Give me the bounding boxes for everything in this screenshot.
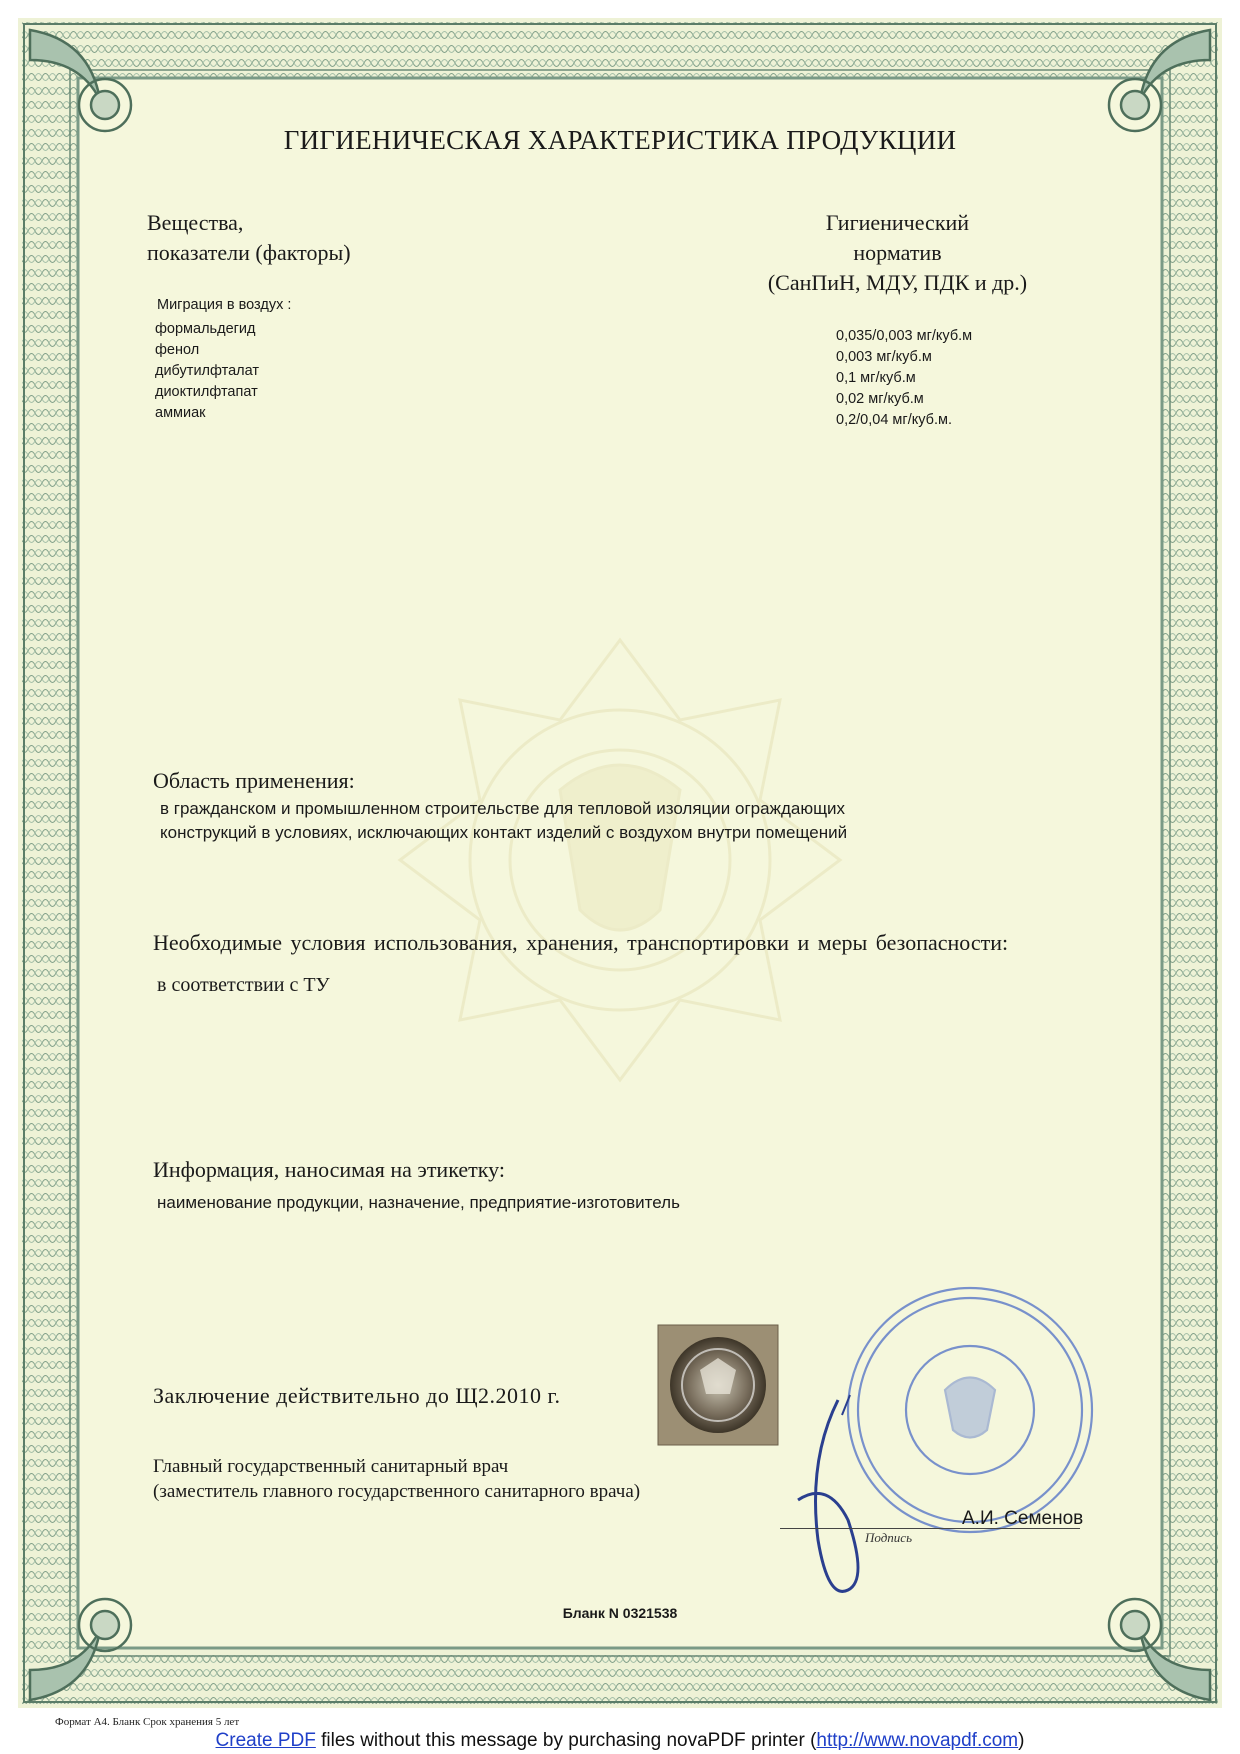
substance-norm: 0,02 мг/куб.м (836, 391, 924, 407)
signatory-name: А.И. Семенов (962, 1508, 1084, 1529)
novapdf-footer (0, 1730, 1240, 1752)
substance-norm: 0,003 мг/куб.м (836, 349, 932, 365)
migration-label: Миграция в воздух : (157, 297, 292, 313)
substance-norm: 0,1 мг/куб.м (836, 370, 916, 386)
blank-number: Бланк N 0321538 (562, 1605, 678, 1621)
scope-line-1: в гражданском и промышленном строительстве для тепловой изоляции ограждающих (160, 799, 846, 818)
substance-name: аммиак (155, 405, 206, 421)
left-header-line-1: Вещества, (147, 210, 244, 235)
substances-column-header (147, 208, 351, 268)
format-note: Формат А4. Бланк Срок хранения 5 лет (55, 1716, 240, 1728)
scope-line-2: конструкций в условиях, исключающих контакт изделий с воздухом внутри помещений (160, 823, 848, 842)
substance-name: диоктилфтапат (155, 384, 258, 400)
scope-text (160, 797, 847, 845)
validity-statement: Заключение действительно до Щ2.2010 г. (153, 1383, 561, 1408)
label-info-heading: Информация, наносимая на этикетку: (153, 1157, 505, 1182)
substance-name: фенол (155, 342, 200, 358)
right-header-line-3: (СанПиН, МДУ, ПДК и др.) (767, 270, 1028, 295)
substance-norm: 0,035/0,003 мг/куб.м (836, 328, 973, 344)
substance-name: дибутилфталат (155, 363, 259, 379)
left-header-line-2: показатели (факторы) (147, 240, 351, 265)
norm-column-header (725, 208, 1070, 298)
norm-list (836, 326, 972, 431)
signature-caption: Подпись (865, 1530, 912, 1545)
novapdf-url-link[interactable]: http://www.novapdf.com (816, 1730, 1019, 1751)
create-pdf-link[interactable]: Create PDF (215, 1730, 316, 1751)
conditions-heading: Необходимые условия использования, хранения, транспортировки и меры безопасности: (153, 930, 1009, 955)
label-info-text: наименование продукции, назначение, предприятие-изготовитель (157, 1193, 680, 1212)
footer-middle-text: files without this message by purchasing novaPDF printer ( (315, 1730, 817, 1751)
doctor-title: Главный государственный санитарный врач (153, 1456, 509, 1477)
conditions-text: в соответствии с ТУ (157, 974, 330, 996)
right-header-line-2: норматив (853, 240, 942, 265)
scope-heading: Область применения: (153, 768, 355, 793)
footer-close-text: ) (1018, 1730, 1025, 1751)
deputy-doctor-title: (заместитель главного государственного санитарного врача) (153, 1481, 641, 1502)
substance-norm: 0,2/0,04 мг/куб.м. (836, 412, 952, 428)
right-header-line-1: Гигиенический (825, 210, 970, 235)
substance-name: формальдегид (155, 321, 256, 337)
document-title: ГИГИЕНИЧЕСКАЯ ХАРАКТЕРИСТИКА ПРОДУКЦИИ (283, 125, 957, 155)
substance-list (155, 319, 259, 424)
